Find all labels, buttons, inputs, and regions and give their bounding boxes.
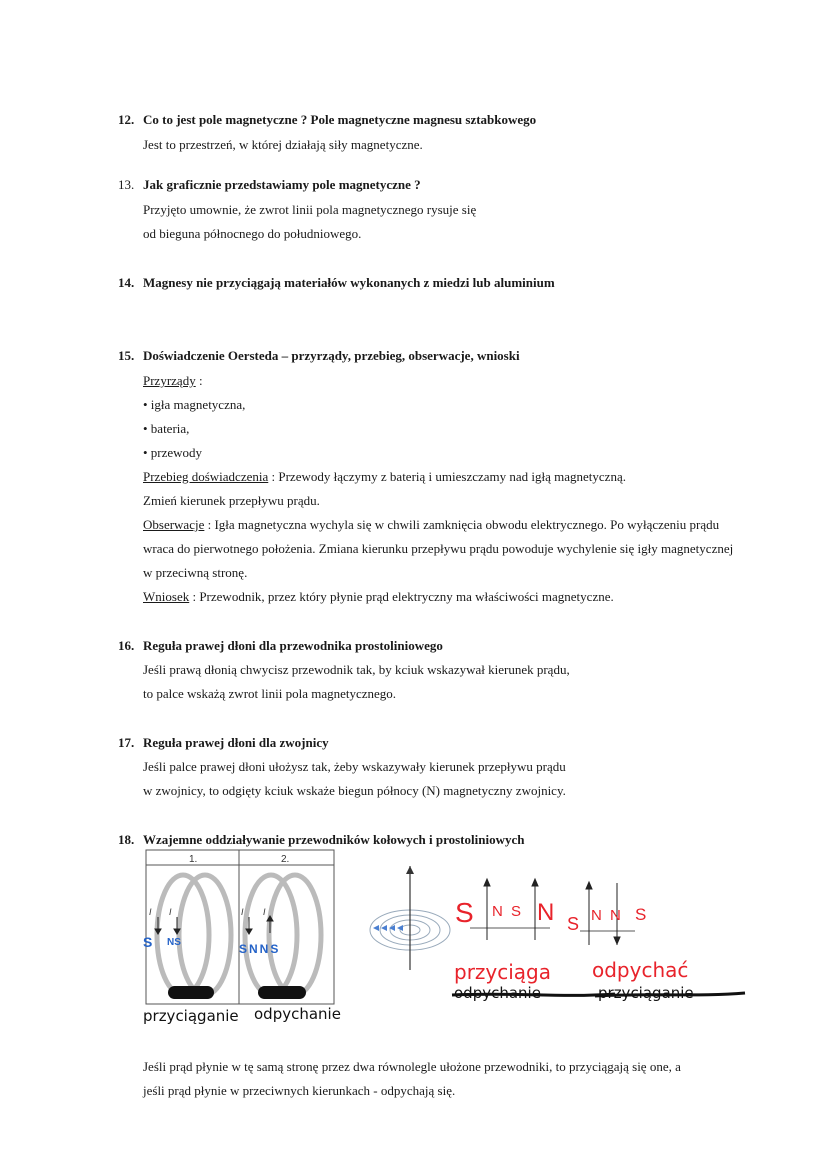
strikethrough-lines [450, 985, 750, 1005]
q15-observations-line-2: wraca do pierwotnego położenia. Zmiana kierunku przepływu prądu powoduje wychylenie się igły magnetycznej [143, 541, 734, 556]
q15-instruments-label: Przyrządy [143, 373, 196, 388]
q15-heading [118, 348, 520, 364]
q13-heading [118, 177, 421, 193]
sketch-nn: N N [591, 907, 623, 924]
current-mark: I [263, 907, 266, 917]
panel2-label: 2. [281, 854, 290, 865]
caption-repel: odpychanie [254, 1005, 341, 1023]
q13-answer-line-1: Przyjęto umownie, że zwrot linii pola magnetycznego rysuje się [143, 202, 477, 217]
q15-instruments-heading [143, 373, 203, 389]
q16-answer-line-2: to palce wskażą zwrot linii pola magnetycznego. [143, 686, 397, 701]
arrow-up-icon [406, 866, 414, 874]
q12-heading [118, 112, 536, 128]
q18-number: 18. [118, 832, 135, 847]
q16-number: 16. [118, 638, 135, 653]
panel2-poles: SNNS [239, 942, 281, 956]
q18-answer-line-1: Jeśli prąd płynie w tę samą stronę przez dwa równolegle ułożone przewodniki, to przyciągają się one, a [143, 1059, 681, 1074]
sketch-struck-word: przyciąganie [598, 984, 694, 1002]
q16-heading [118, 638, 443, 654]
q15-instrument-item: • przewody [143, 445, 203, 460]
q15-conclusion-label: Wniosek [143, 589, 190, 604]
current-mark: I [169, 907, 172, 917]
q15-number: 15. [118, 348, 135, 363]
redaction-mark [168, 986, 214, 999]
q12-number: 12. [118, 112, 135, 127]
sketch-s3: S [635, 905, 647, 924]
sketch-s-left: S [455, 897, 474, 928]
redaction-mark [258, 986, 306, 999]
q15-procedure-text: : Przewody łączymy z baterią i umieszczamy nad igłą magnetyczną. [268, 469, 626, 484]
q12-title: Co to jest pole magnetyczne ? Pole magnetyczne magnesu sztabkowego [143, 112, 537, 127]
sketch-struck-word: odpychanie [454, 984, 541, 1002]
q17-heading [118, 735, 329, 751]
wires-sketch-group2 [565, 875, 685, 955]
q15-observations-label: Obserwacje [143, 517, 205, 532]
q15-procedure-line-2: Zmień kierunek przepływu prądu. [143, 493, 320, 508]
q17-answer-line-2: w zwojnicy, to odgięty kciuk wskaże biegun północy (N) magnetyczny zwojnicy. [143, 783, 566, 798]
q16-title: Reguła prawej dłoni dla przewodnika prostoliniowego [143, 638, 443, 653]
wires-sketch-group1 [450, 870, 570, 950]
figure-frame [146, 850, 334, 1004]
q15-procedure-label: Przebieg doświadczenia [143, 469, 269, 484]
q13-answer-line-2: od bieguna północnego do południowego. [143, 226, 362, 241]
q12-answer: Jest to przestrzeń, w której działają siły magnetyczne. [143, 137, 423, 152]
sketch-n: N [537, 899, 555, 926]
q15-observations-line-3: w przeciwną stronę. [143, 565, 248, 580]
q15-conclusion [143, 589, 614, 605]
panel1-label: 1. [189, 854, 198, 865]
q18-heading [118, 832, 524, 848]
q17-answer-line-1: Jeśli palce prawej dłoni ułożysz tak, żeby wskazywały kierunek przepływu prądu [143, 759, 566, 774]
sketch-ns: N S [492, 903, 524, 920]
sketch-word-attract: przyciąga [454, 960, 552, 984]
q18-answer-line-2: jeśli prąd płynie w przeciwnych kierunkach - odpychają się. [143, 1083, 456, 1098]
q17-title: Reguła prawej dłoni dla zwojnicy [143, 735, 329, 750]
current-mark: I [149, 907, 152, 917]
current-mark: I [241, 907, 244, 917]
q14-title: Magnesy nie przyciągają materiałów wykonanych z miedzi lub aluminium [143, 275, 555, 290]
q16-answer-line-1: Jeśli prawą dłonią chwycisz przewodnik tak, by kciuk wskazywał kierunek prądu, [143, 662, 570, 677]
q13-title: Jak graficznie przedstawiamy pole magnetyczne ? [143, 177, 421, 192]
q14-heading [118, 275, 555, 291]
coils-figure [145, 849, 335, 1005]
q15-observations [143, 517, 719, 533]
sketch-s2: S [567, 914, 580, 934]
q15-instrument-item: • bateria, [143, 421, 190, 436]
q15-instrument-item: • igła magnetyczna, [143, 397, 246, 412]
panel1-pole-ns: NS [167, 937, 181, 948]
q15-procedure [143, 469, 626, 485]
sketch-word-repel: odpychać [592, 958, 689, 982]
caption-attract: przyciąganie [143, 1007, 239, 1025]
q17-number: 17. [118, 735, 135, 750]
q15-observations-text: : Igła magnetyczna wychyla się w chwili zamknięcia obwodu elektrycznego. Po wyłączeniu prądu [204, 517, 720, 532]
field-arrows [373, 925, 403, 931]
q15-conclusion-text: : Przewodnik, przez który płynie prąd elektryczny ma właściwości magnetyczne. [189, 589, 614, 604]
q18-title: Wzajemne oddziaływanie przewodników kołowych i prostoliniowych [143, 832, 525, 847]
q15-instruments-suffix: : [195, 373, 203, 388]
q13-number: 13. [118, 177, 135, 192]
panel1-pole-s: S [143, 934, 153, 950]
q15-title: Doświadczenie Oersteda – przyrządy, przebieg, obserwacje, wnioski [143, 348, 520, 363]
q14-number: 14. [118, 275, 135, 290]
